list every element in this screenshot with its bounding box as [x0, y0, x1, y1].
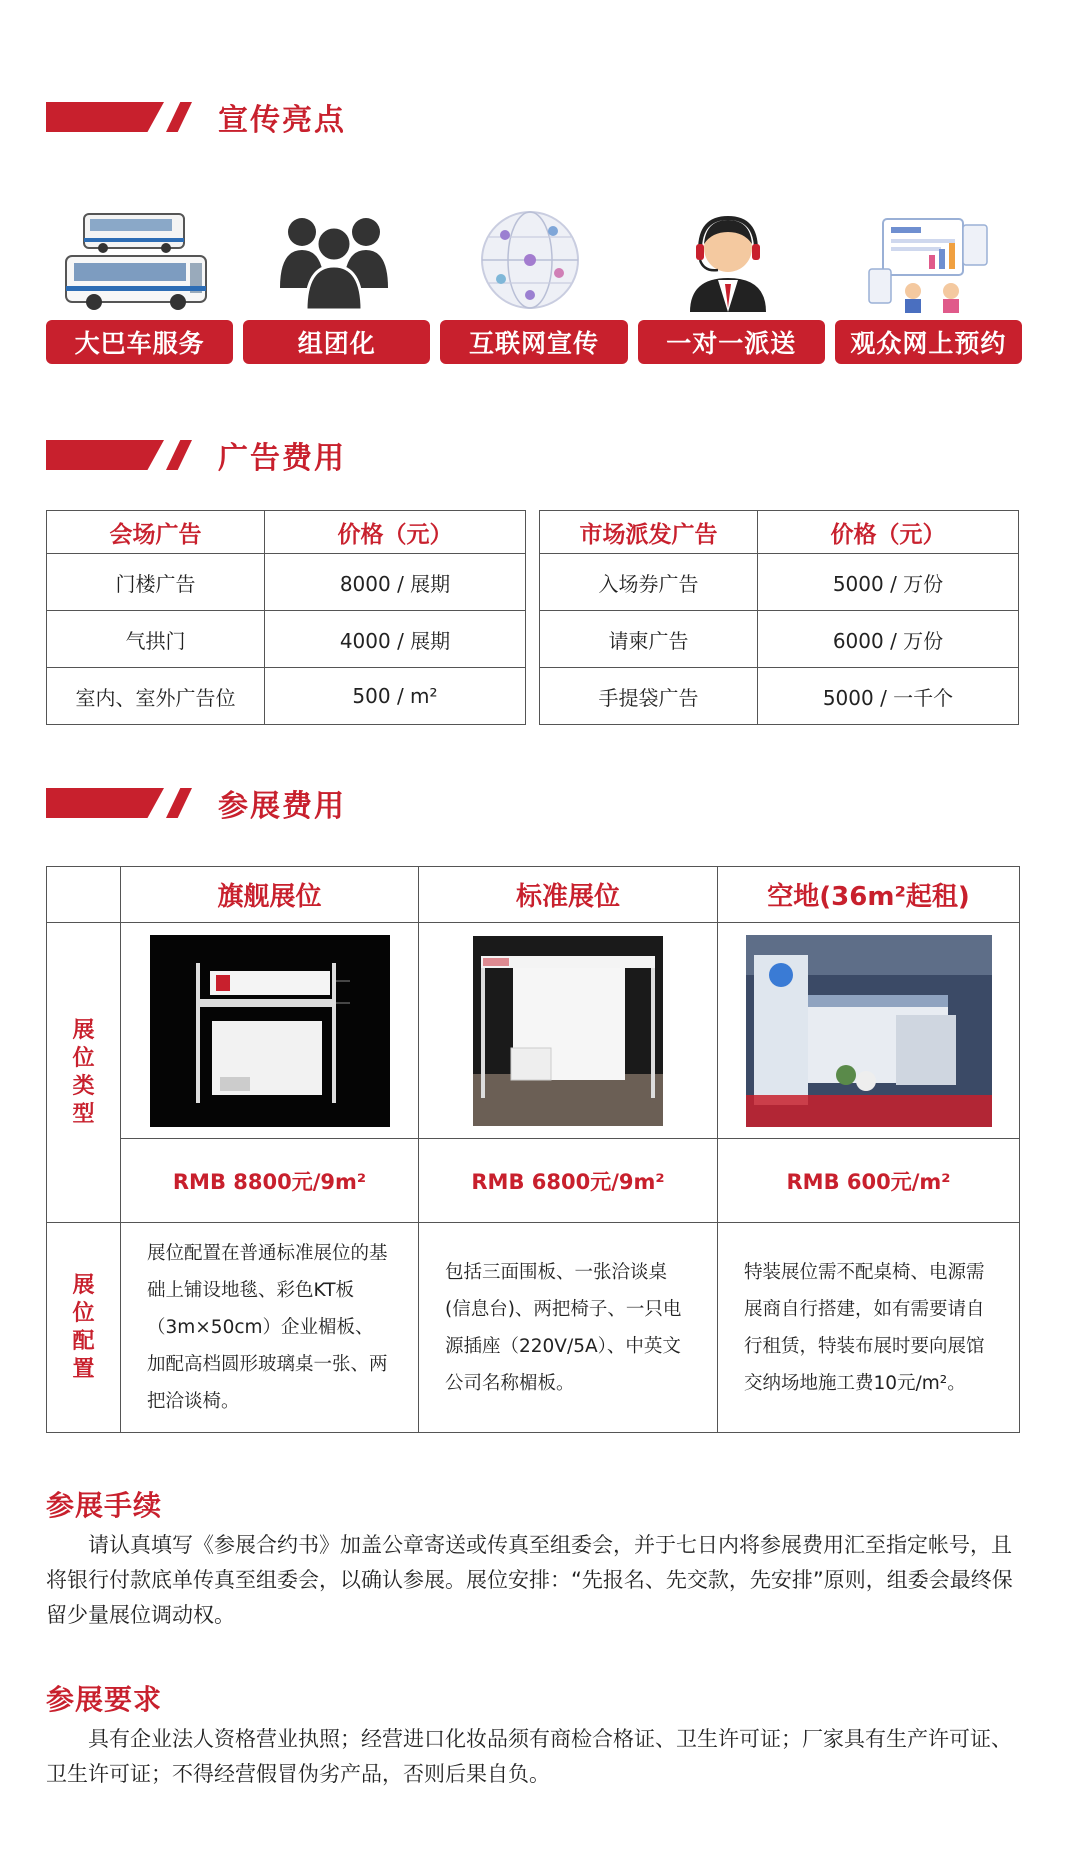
section-bar-decoration — [46, 788, 196, 818]
booth-image-cell — [718, 923, 1020, 1139]
table-row — [47, 554, 526, 611]
section-title: 参展费用 — [218, 789, 346, 824]
procedure-title: 参展手续 — [46, 1489, 163, 1522]
booth-corner-cell — [47, 867, 121, 923]
highlight-icons — [46, 205, 1014, 315]
booth-col-flagship: 旗舰展位 — [121, 867, 419, 923]
section-title: 宣传亮点 — [218, 103, 346, 138]
table-row — [47, 668, 526, 725]
section-bar-decoration — [46, 440, 196, 470]
booth-col-standard: 标准展位 — [419, 867, 718, 923]
config-standard: 包括三面围板、一张洽谈桌(信息台)、两把椅子、一只电源插座（220V/5A）、中英文公司名称楣板。 — [419, 1223, 718, 1433]
procedure-text: 请认真填写《参展合约书》加盖公章寄送或传真至组委会，并于七日内将参展费用汇至指定帐号，且将银行付款底单传真至组委会，以确认参展。展位安排：“先报名、先交款，先安排”原则，组委会最终保留少量展位调动权。 — [46, 1533, 1013, 1627]
booth-fee-table — [46, 866, 1020, 1433]
table-header-cell: 会场广告 — [47, 511, 265, 554]
table-row — [540, 668, 1019, 725]
booth-header-row — [47, 867, 1020, 923]
table-cell: 500 / m² — [265, 668, 526, 725]
table-cell: 4000 / 展期 — [265, 611, 526, 668]
row-label-booth-type — [47, 923, 121, 1223]
table-cell: 门楼广告 — [47, 554, 265, 611]
group-icon — [274, 205, 394, 315]
booth-image-cell — [419, 923, 718, 1139]
venue-ad-table — [46, 510, 526, 725]
booth-image-cell — [121, 923, 419, 1139]
requirements-text: 具有企业法人资格营业执照；经营进口化妆品须有商检合格证、卫生许可证；厂家具有生产许可证、卫生许可证；不得经营假冒伪劣产品，否则后果自负。 — [46, 1727, 1012, 1786]
table-header-cell: 市场派发广告 — [540, 511, 758, 554]
table-cell: 5000 / 一千个 — [758, 668, 1019, 725]
booth-col-raw-space: 空地(36m²起租) — [718, 867, 1020, 923]
section-header-highlights — [46, 100, 346, 138]
highlight-label-booking: 观众网上预约 — [835, 320, 1022, 364]
booth-price-row — [47, 1139, 1020, 1223]
table-row — [540, 611, 1019, 668]
table-cell: 请柬广告 — [540, 611, 758, 668]
internet-globe-icon — [470, 205, 590, 315]
config-flagship: 展位配置在普通标准展位的基础上铺设地毯、彩色KT板（3m×50cm）企业楣板、加配高档圆形玻璃桌一张、两把洽谈椅。 — [121, 1223, 419, 1433]
requirements-title: 参展要求 — [46, 1683, 163, 1716]
price-flagship: RMB 8800元/9m² — [121, 1139, 419, 1223]
table-row — [47, 611, 526, 668]
table-cell: 气拱门 — [47, 611, 265, 668]
price-standard: RMB 6800元/9m² — [419, 1139, 718, 1223]
highlight-labels — [46, 320, 1022, 364]
online-booking-icon — [862, 205, 994, 315]
config-raw-space: 特装展位需不配桌椅、电源需展商自行搭建，如有需要请自行租赁，特装布展时要向展馆交纳场地施工费10元/m²。 — [718, 1223, 1020, 1433]
row-label-text: 展位配置 — [72, 1272, 95, 1382]
table-row — [540, 554, 1019, 611]
table-cell: 6000 / 万份 — [758, 611, 1019, 668]
highlight-label-bus: 大巴车服务 — [46, 320, 233, 364]
section-header-booth-fees — [46, 786, 346, 824]
customer-service-icon — [668, 205, 788, 315]
highlight-label-delivery: 一对一派送 — [638, 320, 825, 364]
highlight-label-group: 组团化 — [243, 320, 430, 364]
raw-space-booth-image — [746, 935, 992, 1127]
flagship-booth-image — [150, 935, 390, 1127]
table-header-cell: 价格（元） — [265, 511, 526, 554]
section-title: 广告费用 — [218, 441, 346, 476]
booth-type-row — [47, 923, 1020, 1139]
table-cell: 5000 / 万份 — [758, 554, 1019, 611]
table-cell: 室内、室外广告位 — [47, 668, 265, 725]
market-ad-table — [539, 510, 1019, 725]
table-cell: 8000 / 展期 — [265, 554, 526, 611]
standard-booth-image — [473, 936, 663, 1126]
row-label-booth-config — [47, 1223, 121, 1433]
table-cell: 手提袋广告 — [540, 668, 758, 725]
table-cell: 入场券广告 — [540, 554, 758, 611]
price-raw-space: RMB 600元/m² — [718, 1139, 1020, 1223]
section-bar-decoration — [46, 102, 196, 132]
row-label-text: 展位类型 — [72, 1017, 95, 1127]
booth-config-row — [47, 1223, 1020, 1433]
highlight-label-internet: 互联网宣传 — [440, 320, 627, 364]
table-header-row — [47, 511, 526, 554]
section-header-ad-fees — [46, 438, 346, 476]
table-header-cell: 价格（元） — [758, 511, 1019, 554]
bus-icon — [58, 205, 218, 315]
table-header-row — [540, 511, 1019, 554]
